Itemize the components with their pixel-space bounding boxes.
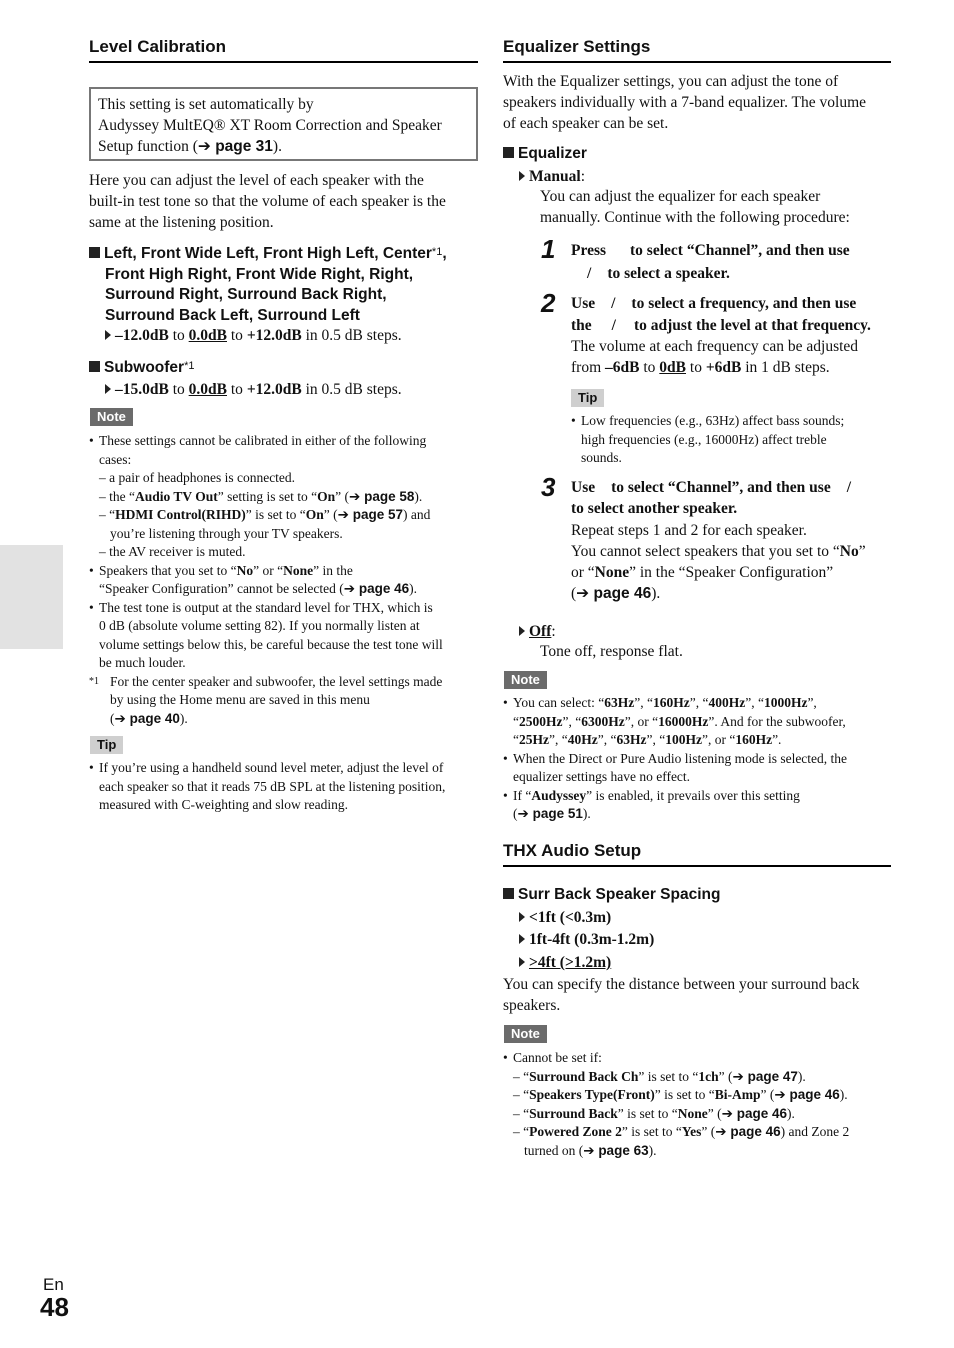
step-3-number: 3 <box>541 472 556 502</box>
page-46-link[interactable]: ➔ page 46 <box>343 581 410 596</box>
speaker-level-range: –12.0dB to 0.0dB to +12.0dB in 0.5 dB steps. <box>105 325 402 346</box>
level-calibration-heading: Level Calibration <box>89 37 478 63</box>
page-51-link[interactable]: ➔ page 51 <box>517 806 583 821</box>
list-item: • The test tone is output at the standard level for THX, which is 0 dB (absolute volume setting 82). If you normally listen at volume settings below this, be careful because the test tone will be much louder. <box>89 599 443 670</box>
spacing-option-1: <1ft (<0.3m) <box>519 907 611 928</box>
subwoofer-level-range: –15.0dB to 0.0dB to +12.0dB in 0.5 dB steps. <box>105 379 402 400</box>
arrow-icon: ➔ <box>517 806 529 821</box>
page-number: 48 <box>40 1292 69 1322</box>
spacing-option-3: >4ft (>1.2m) <box>519 952 611 973</box>
manual-option: Manual: <box>519 166 585 187</box>
note-badge: Note <box>90 408 133 426</box>
arrow-icon: ➔ <box>583 1142 595 1158</box>
spacing-option-2: 1ft-4ft (0.3m-1.2m) <box>519 929 654 950</box>
tip-badge: Tip <box>571 389 604 407</box>
thx-notes: • Cannot be set if: – “Surround Back Ch” is set to “1ch” (➔ page 47). – “Speakers Type(Front)” is set to “Bi-Amp” (➔ page 46). – “Surround Back” is set to “None” (➔ page 46). – “Powered Zone 2” is set to “Yes” (➔ page 46) and Zone 2 turned on (➔ page 63). <box>503 1049 891 1160</box>
arrow-icon: ➔ <box>774 1087 786 1102</box>
arrow-icon: ➔ <box>343 581 356 596</box>
step-1: Press to select “Channel”, and then use / to select a speaker. <box>571 242 850 282</box>
triangle-icon <box>519 957 525 967</box>
equalizer-tip <box>571 412 891 468</box>
audyssey-info-box: This setting is set automatically by Audyssey MultEQ® XT Room Correction and Speaker Setup function (➔ page 31). <box>89 87 478 161</box>
level-tip <box>89 759 478 815</box>
triangle-icon <box>105 330 111 340</box>
note-badge: Note <box>504 671 547 689</box>
arrow-icon: ➔ <box>197 138 211 155</box>
language-code: En <box>43 1275 64 1294</box>
page-47-link[interactable]: ➔ page 47 <box>732 1068 798 1084</box>
tip-badge: Tip <box>90 736 123 754</box>
subwoofer-subheading: Subwoofer*1 <box>89 356 195 379</box>
page-58-link[interactable]: ➔ page 58 <box>349 488 415 504</box>
list-item: • When the Direct or Pure Audio listening mode is selected, the equalizer settings have no effect. <box>503 750 848 784</box>
step-1-number: 1 <box>541 234 556 264</box>
arrow-icon: ➔ <box>732 1068 744 1084</box>
square-bullet-icon <box>503 888 514 899</box>
off-desc: Tone off, response flat. <box>540 643 683 660</box>
page-46-link[interactable]: ➔ page 46 <box>715 1124 781 1139</box>
triangle-icon <box>519 912 525 922</box>
level-intro: Here you can adjust the level of each speaker with the built-in test tone so that the volume of each speaker is the same at the listening position. <box>89 172 446 231</box>
arrow-icon: ➔ <box>114 710 126 726</box>
footnote: *1 For the center speaker and subwoofer, the level settings made by using the Home menu are saved in this menu (➔ page 40). <box>89 673 443 726</box>
speakers-subheading: Left, Front Wide Left, Front High Left, Center*1, Front High Right, Front Wide Right, Right, Surround Right, Surround Back Right, Surround Back Left, Surround Left <box>89 242 478 326</box>
square-bullet-icon <box>89 247 100 258</box>
triangle-icon <box>519 626 525 636</box>
page-46-link[interactable]: ➔ page 46 <box>774 1087 840 1102</box>
page-31-link[interactable]: ➔ page 31 <box>197 138 273 155</box>
step-2: Use / to select a frequency, and then use the / to adjust the level at that frequency. The volume at each frequency can be adjusted from –6dB to 0dB to +6dB in 1 dB steps. <box>571 295 871 376</box>
manual-desc: You can adjust the equalizer for each speaker manually. Continue with the following procedure: <box>540 188 850 226</box>
step-2-number: 2 <box>541 288 556 318</box>
arrow-icon: ➔ <box>337 507 349 522</box>
equalizer-settings-heading: Equalizer Settings <box>503 37 891 63</box>
note-badge: Note <box>504 1025 547 1043</box>
page-40-link[interactable]: ➔ page 40 <box>114 710 180 726</box>
list-item: • Low frequencies (e.g., 63Hz) affect bass sounds; high frequencies (e.g., 16000Hz) affect treble sounds. <box>571 413 845 465</box>
arrow-icon: ➔ <box>576 585 590 602</box>
equalizer-notes <box>503 694 891 824</box>
square-bullet-icon <box>89 361 100 372</box>
square-bullet-icon <box>503 147 514 158</box>
spacing-desc: You can specify the distance between your surround back speakers. <box>503 976 860 1014</box>
page-46-link[interactable]: ➔ page 46 <box>576 585 652 602</box>
page-63-link[interactable]: ➔ page 63 <box>583 1142 649 1158</box>
triangle-icon <box>519 171 525 181</box>
list-item: • If “Audyssey” is enabled, it prevails over this setting (➔ page 51). <box>503 787 800 821</box>
page-46-link[interactable]: ➔ page 46 <box>721 1105 788 1121</box>
page-57-link[interactable]: ➔ page 57 <box>337 507 403 522</box>
arrow-icon: ➔ <box>349 488 361 504</box>
off-option: Off: <box>519 621 556 642</box>
surr-back-spacing-subheading: Surr Back Speaker Spacing <box>503 885 720 906</box>
arrow-icon: ➔ <box>715 1124 727 1139</box>
arrow-icon: ➔ <box>721 1105 733 1121</box>
equalizer-intro: With the Equalizer settings, you can adjust the tone of speakers individually with a 7-band equalizer. The volume of each speaker can be set. <box>503 73 867 132</box>
list-item: • Speakers that you set to “No” or “None” in the “Speaker Configuration” cannot be selected (➔ page 46). <box>89 562 418 596</box>
triangle-icon <box>519 934 525 944</box>
equalizer-subheading: Equalizer <box>503 144 587 165</box>
list-item: • If you’re using a handheld sound level meter, adjust the level of each speaker so that it reads 75 dB SPL at the listening position, measured with C-weighting and slow reading. <box>89 760 446 812</box>
side-tab <box>0 545 63 649</box>
list-item: • Cannot be set if: <box>503 1050 602 1065</box>
triangle-icon <box>105 384 111 394</box>
list-item: • These settings cannot be calibrated in either of the following cases: <box>89 433 427 467</box>
thx-audio-setup-heading: THX Audio Setup <box>503 841 891 867</box>
level-notes: • These settings cannot be calibrated in either of the following cases: – a pair of headphones is connected. – the “Audio TV Out” setting is set to “On” (➔ page 58). – “HDMI Control(RIHD)” is set to “On” (➔ page 57) and you’re listening through your TV speakers. – the AV receiver is muted. • Speakers that you set to “No” or “None” in the “Speaker Configuration” cannot be selected (➔ page 46). • The test tone is output at the standard level for THX, which is 0 dB (absolute volume setting 82). If you normally listen at volume settings below this, be careful because the test tone will be much louder. *1 For the center speaker and subwoofer, the level settings made by using the Home menu are saved in this menu (➔ page 40). <box>89 432 478 728</box>
list-item: • You can select: “63Hz”, “160Hz”, “400Hz”, “1000Hz”, “2500Hz”, “6300Hz”, or “16000Hz”. And for the subwoofer, “25Hz”, “40Hz”, “63Hz”, “100Hz”, or “160Hz”. <box>503 695 846 747</box>
step-3: Use to select “Channel”, and then use / to select another speaker. Repeat steps 1 and 2 for each speaker. You cannot select speakers that you set to “No” or “None” in the “Speaker Configuration” (➔ page 46). <box>571 479 866 602</box>
